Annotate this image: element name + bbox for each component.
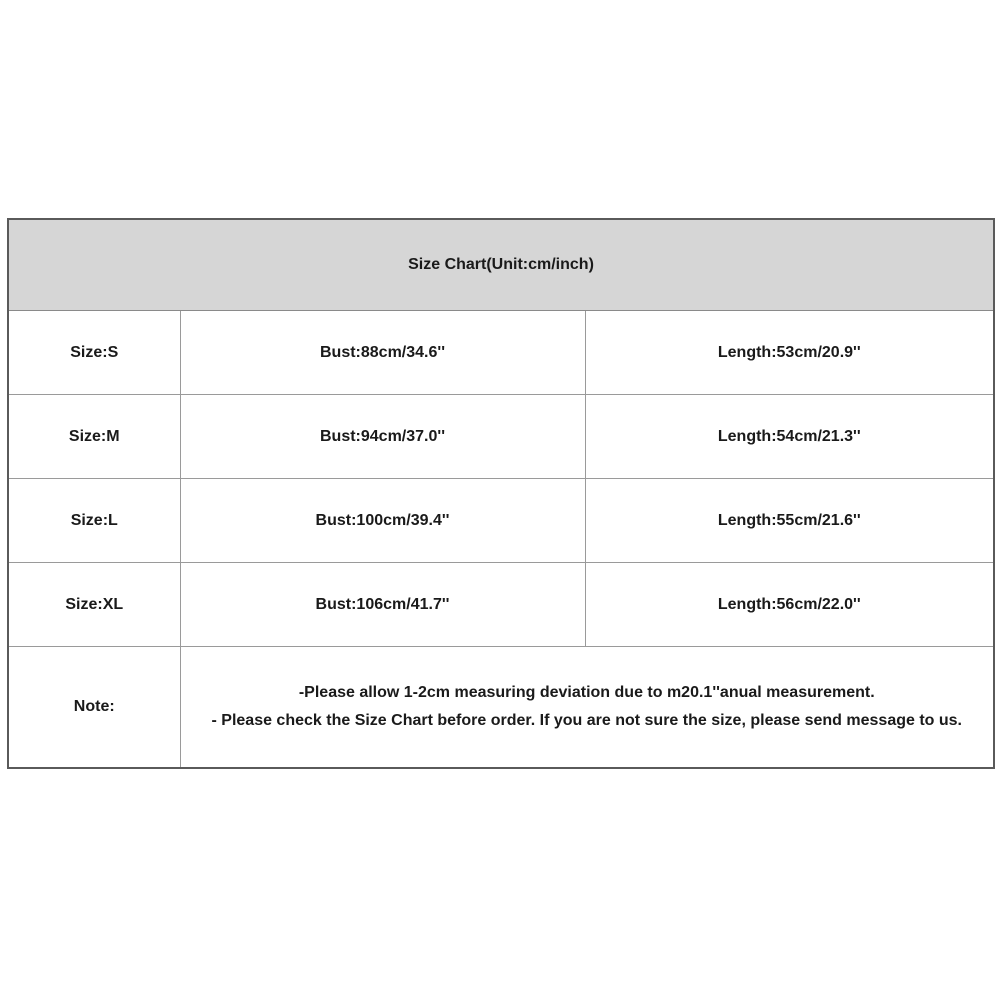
note-text — [180, 647, 994, 769]
length-cell: Length:53cm/20.9'' — [585, 311, 994, 395]
table-row — [8, 311, 994, 395]
note-label: Note: — [8, 647, 180, 769]
size-cell: Size:S — [8, 311, 180, 395]
note-row — [8, 647, 994, 769]
bust-cell: Bust:100cm/39.4'' — [180, 479, 585, 563]
length-cell: Length:54cm/21.3'' — [585, 395, 994, 479]
table-row — [8, 395, 994, 479]
size-cell: Size:L — [8, 479, 180, 563]
size-chart-table — [7, 218, 995, 769]
title-row — [8, 219, 994, 311]
bust-cell: Bust:94cm/37.0'' — [180, 395, 585, 479]
table-title: Size Chart(Unit:cm/inch) — [8, 219, 994, 311]
bust-cell: Bust:106cm/41.7'' — [180, 563, 585, 647]
note-line: -Please allow 1-2cm measuring deviation due to m20.1''anual measurement. — [298, 684, 875, 701]
size-cell: Size:XL — [8, 563, 180, 647]
length-cell: Length:55cm/21.6'' — [585, 479, 994, 563]
table-row — [8, 479, 994, 563]
table-row — [8, 563, 994, 647]
bust-cell: Bust:88cm/34.6'' — [180, 311, 585, 395]
length-cell: Length:56cm/22.0'' — [585, 563, 994, 647]
note-line: - Please check the Size Chart before order. If you are not sure the size, please send message to us. — [211, 712, 962, 729]
size-cell: Size:M — [8, 395, 180, 479]
